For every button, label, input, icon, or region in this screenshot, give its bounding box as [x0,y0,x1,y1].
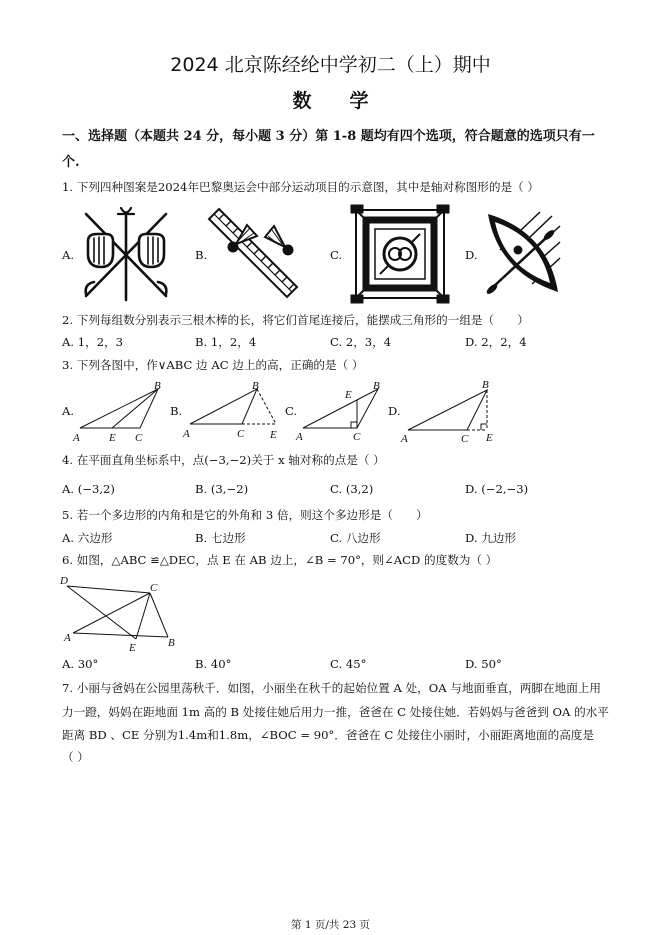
q3-figure-a-label-e: E [109,432,116,444]
q7-stem-line4: （ ） [62,750,89,764]
q5-option-a: A. 六边形 [62,531,113,545]
q4-option-b: B. (3,−2) [195,482,249,496]
q4-option-d: D. (−2,−3) [465,482,529,496]
q1-figure-a-fencing [86,208,167,300]
q3-figure-b-label-c: C [237,428,245,440]
section-heading-line2: 个. [62,155,80,170]
q4-stem: 4. 在平面直角坐标系中，点(−3,−2)关于 x 轴对称的点是（ ） [62,453,385,467]
page-indicator: 第 1 页/共 23 页 [291,919,370,931]
q3-figure-b-label-e: E [270,429,277,441]
q4-option-a: A. (−3,2) [62,482,115,496]
q3-stem: 3. 下列各图中，作∨ABC 边 AC 边上的高，正确的是（ ） [62,358,364,372]
exam-title: 2024 北京陈经纶中学初二（上）期中 [170,54,491,76]
q2-option-d: D. 2，2，4 [465,335,527,349]
q1-figure-d-canoe [486,212,560,295]
q2-option-b: B. 1，2，4 [195,335,257,349]
q3-figure-a-label-c: C [135,432,143,444]
q6-figure-label-e: E [129,642,136,654]
q5-option-b: B. 七边形 [195,531,246,545]
q6-figure-label-b: B [168,637,175,649]
q5-option-d: D. 九边形 [465,531,517,545]
q3-figure-c-label-a: A [296,431,303,443]
q6-figure-label-c: C [150,582,158,594]
q6-option-b: B. 40° [195,657,232,671]
q3-figure-a-label-a: A [73,432,80,444]
q3-figure-d-label-a: A [401,433,408,445]
q1-option-d: D. [465,248,478,262]
subject-title: 数 学 [292,90,369,112]
q6-figure-label-d: D [60,575,68,587]
q1-figure-b-badminton [209,209,297,297]
q1-figure-c-frame [351,205,449,303]
q3-figure-d-label-b: B [482,379,489,391]
q6-option-d: D. 50° [465,657,502,671]
q3-option-d: D. [388,404,401,418]
q3-option-c: C. [285,404,298,418]
q3-figure-c-label-b: B [373,380,380,392]
q3-figure-d [408,390,487,430]
q6-stem: 6. 如图，△ABC ≌△DEC，点 E 在 AB 边上，∠B = 70°，则∠ACD 的度数为（ ） [62,553,498,567]
q3-figure-c-label-c: C [353,431,361,443]
q5-stem: 5. 若一个多边形的内角和是它的外角和 3 倍，则这个多边形是（ ） [62,508,428,522]
q1-stem: 1. 下列四种图案是2024年巴黎奥运会中部分运动项目的示意图，其中是轴对称图形的是（ ） [62,180,539,194]
q2-option-a: A. 1，2，3 [62,335,124,349]
q1-option-b: B. [195,248,208,262]
q3-figure-b-label-b: B [252,380,259,392]
q3-figure-b-label-a: A [183,428,190,440]
q1-option-c: C. [330,248,343,262]
q3-figure-a [80,389,158,428]
q7-stem-line1: 7. 小丽与爸妈在公园里荡秋千．如图，小丽坐在秋千的起始位置 A 处，OA 与地面垂直，两脚在地面上用 [62,681,601,695]
q3-figure-c-label-e: E [345,389,352,401]
q5-option-c: C. 八边形 [330,531,381,545]
q3-figure-b [190,389,276,424]
section-heading-line1: 一、选择题（本题共 24 分，每小题 3 分）第 1-8 题均有四个选项，符合题意的选项只有一 [62,129,595,144]
q7-stem-line3: 距离 BD 、CE 分别为1.4m和1.8m，∠BOC = 90°．爸爸在 C 处接住小丽时，小丽距离地面的高度是 [62,728,594,742]
q2-stem: 2. 下列每组数分别表示三根木棒的长，将它们首尾连接后，能摆成三角形的一组是（ ） [62,313,529,327]
q1-option-a: A. [62,248,75,262]
q6-option-a: A. 30° [62,657,99,671]
q3-figure-a-label-b: B [154,380,161,392]
q2-option-c: C. 2，3，4 [330,335,392,349]
q3-option-a: A. [62,404,75,418]
q3-figure-d-label-e: E [486,432,493,444]
q3-figure-c [303,389,378,428]
q6-option-c: C. 45° [330,657,367,671]
q7-stem-line2: 力一蹬，妈妈在距地面 1m 高的 B 处接住她后用力一推，爸爸在 C 处接住她．若妈妈与爸爸到 OA 的水平 [62,705,609,719]
q4-option-c: C. (3,2) [330,482,374,496]
q3-option-b: B. [170,404,183,418]
q6-figure-label-a: A [64,632,71,644]
q3-figure-d-label-c: C [461,433,469,445]
